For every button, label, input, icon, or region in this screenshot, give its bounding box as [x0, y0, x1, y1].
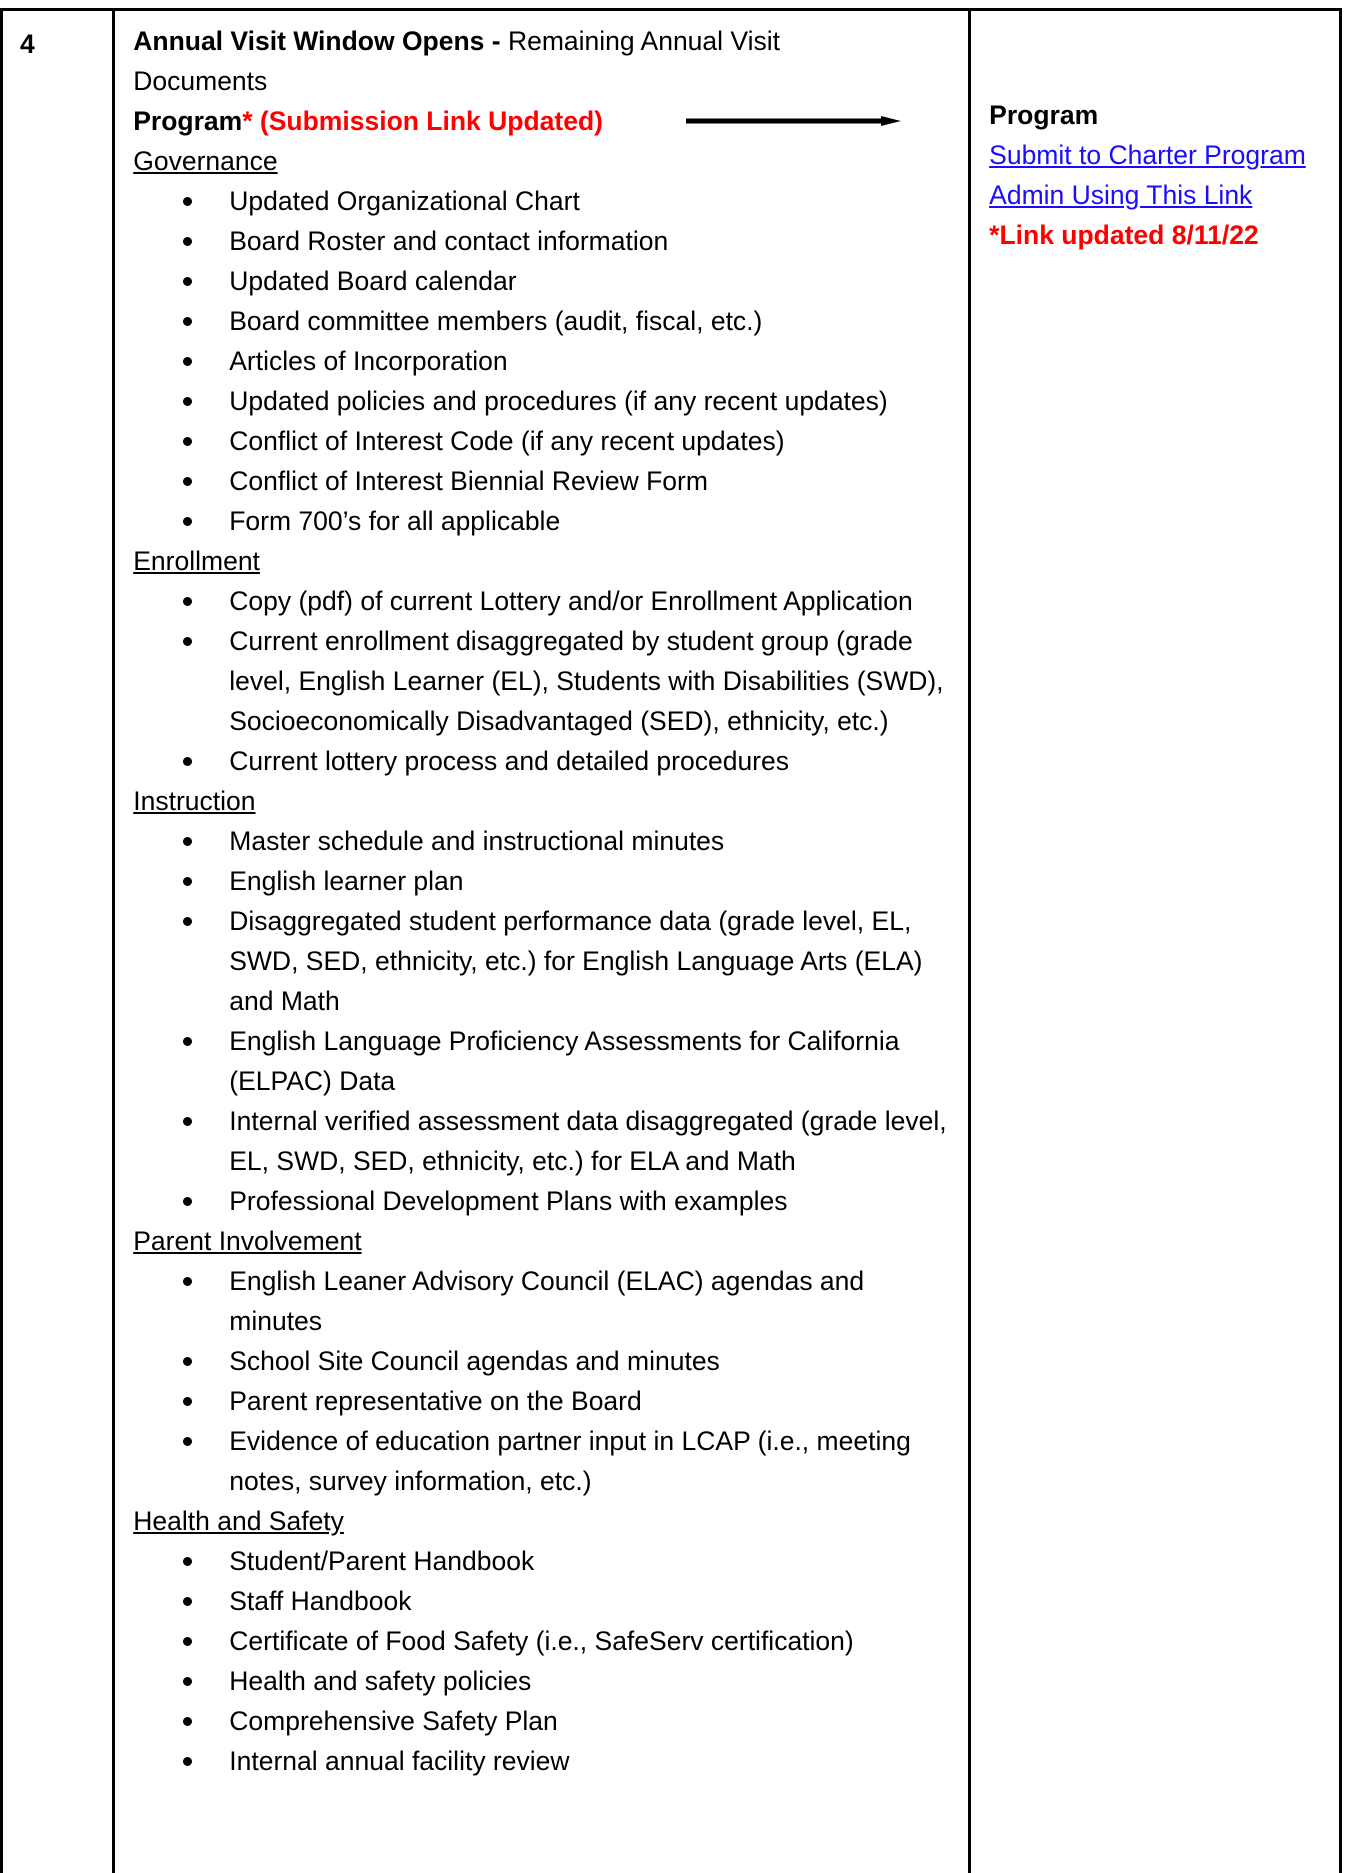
bullet-icon	[183, 637, 192, 646]
bullet-list	[133, 1541, 968, 1781]
bullet-icon	[183, 877, 192, 886]
list-item	[133, 381, 968, 421]
bullet-icon	[183, 1677, 192, 1686]
bullet-icon	[183, 1437, 192, 1446]
list-item	[133, 501, 968, 541]
list-item-text: Evidence of education partner input in LCAP (i.e., meeting notes, survey information, etc.)	[229, 1426, 911, 1496]
list-item-text: Current enrollment disaggregated by student group (grade level, English Learner (EL), Students with Disabilities (SWD), Socioeconomically Disadvantaged (SED), ethnicity, etc.)	[229, 626, 944, 736]
bullet-list	[133, 821, 968, 1221]
list-item-text: Health and safety policies	[229, 1666, 532, 1696]
list-item-text: Form 700’s for all applicable	[229, 506, 561, 536]
sections-container	[133, 141, 968, 1781]
list-item-text: School Site Council agendas and minutes	[229, 1346, 720, 1376]
program-asterisk: *	[242, 106, 253, 136]
bullet-list	[133, 181, 968, 541]
bullet-icon	[183, 477, 192, 486]
document-table	[0, 8, 1342, 1873]
bullet-icon	[183, 1357, 192, 1366]
list-item	[133, 1421, 968, 1501]
list-item	[133, 1181, 968, 1221]
list-item	[133, 341, 968, 381]
list-item	[133, 1701, 968, 1741]
list-item	[133, 1341, 968, 1381]
bullet-icon	[183, 277, 192, 286]
list-item	[133, 1581, 968, 1621]
list-item	[133, 621, 968, 741]
bullet-icon	[183, 1637, 192, 1646]
list-item-text: Parent representative on the Board	[229, 1386, 642, 1416]
list-item	[133, 221, 968, 261]
main-content-cell	[114, 10, 970, 1873]
bullet-icon	[183, 357, 192, 366]
list-item	[133, 1381, 968, 1421]
bullet-list	[133, 1261, 968, 1501]
list-item-text: Articles of Incorporation	[229, 346, 508, 376]
arrow-right-icon	[686, 116, 901, 126]
list-item-text: Copy (pdf) of current Lottery and/or Enrollment Application	[229, 586, 913, 616]
list-item-text: Updated policies and procedures (if any recent updates)	[229, 386, 888, 416]
submission-note: (Submission Link Updated)	[252, 106, 603, 136]
list-item	[133, 1021, 968, 1101]
bullet-icon	[183, 237, 192, 246]
list-item-text: Board Roster and contact information	[229, 226, 669, 256]
bullet-icon	[183, 597, 192, 606]
bullet-icon	[183, 1717, 192, 1726]
bullet-icon	[183, 437, 192, 446]
list-item	[133, 301, 968, 341]
list-item-text: Internal annual facility review	[229, 1746, 570, 1776]
bullet-icon	[183, 1037, 192, 1046]
list-item	[133, 1541, 968, 1581]
section-heading: Enrollment	[133, 546, 260, 576]
side-cell	[970, 10, 1341, 1873]
list-item	[133, 581, 968, 621]
bullet-icon	[183, 1197, 192, 1206]
list-item-text: Certificate of Food Safety (i.e., SafeServ certification)	[229, 1626, 854, 1656]
list-item	[133, 1261, 968, 1341]
link-updated-note: *Link updated 8/11/22	[989, 220, 1259, 250]
section-heading: Instruction	[133, 786, 256, 816]
bullet-icon	[183, 197, 192, 206]
row-number-cell	[2, 10, 114, 1873]
program-row	[133, 101, 968, 141]
list-item-text: English learner plan	[229, 866, 464, 896]
bullet-list	[133, 581, 968, 781]
bullet-icon	[183, 1117, 192, 1126]
bullet-icon	[183, 1557, 192, 1566]
list-item-text: Current lottery process and detailed procedures	[229, 746, 789, 776]
side-program-heading: Program	[989, 100, 1099, 130]
list-item-text: Conflict of Interest Code (if any recent updates)	[229, 426, 785, 456]
list-item	[133, 901, 968, 1021]
bullet-icon	[183, 837, 192, 846]
list-item	[133, 181, 968, 221]
row-number: 4	[20, 29, 35, 59]
list-item-text: English Language Proficiency Assessments for California (ELPAC) Data	[229, 1026, 900, 1096]
list-item	[133, 1101, 968, 1181]
list-item	[133, 421, 968, 461]
list-item	[133, 1621, 968, 1661]
bullet-icon	[183, 1757, 192, 1766]
section-title	[133, 21, 853, 101]
list-item	[133, 461, 968, 501]
list-item	[133, 821, 968, 861]
bullet-icon	[183, 1277, 192, 1286]
list-item	[133, 261, 968, 301]
bullet-icon	[183, 757, 192, 766]
list-item-text: Internal verified assessment data disaggregated (grade level, EL, SWD, SED, ethnicity, etc.) for ELA and Math	[229, 1106, 947, 1176]
list-item-text: Disaggregated student performance data (grade level, EL, SWD, SED, ethnicity, etc.) for English Language Arts (ELA) and Math	[229, 906, 923, 1016]
list-item-text: Student/Parent Handbook	[229, 1546, 535, 1576]
list-item	[133, 741, 968, 781]
section-heading: Governance	[133, 146, 278, 176]
list-item	[133, 1741, 968, 1781]
title-bold: Annual Visit Window Opens -	[133, 26, 501, 56]
list-item-text: Master schedule and instructional minutes	[229, 826, 725, 856]
list-item-text: Comprehensive Safety Plan	[229, 1706, 558, 1736]
section-heading: Health and Safety	[133, 1506, 344, 1536]
list-item-text: Staff Handbook	[229, 1586, 412, 1616]
list-item-text: Updated Organizational Chart	[229, 186, 580, 216]
list-item	[133, 1661, 968, 1701]
bullet-icon	[183, 397, 192, 406]
list-item	[133, 861, 968, 901]
list-item-text: Board committee members (audit, fiscal, etc.)	[229, 306, 763, 336]
bullet-icon	[183, 917, 192, 926]
list-item-text: Updated Board calendar	[229, 266, 517, 296]
table-row	[2, 10, 1341, 1873]
bullet-icon	[183, 1397, 192, 1406]
list-item-text: Professional Development Plans with examples	[229, 1186, 788, 1216]
list-item-text: Conflict of Interest Biennial Review Form	[229, 466, 708, 496]
list-item-text: English Leaner Advisory Council (ELAC) agendas and minutes	[229, 1266, 865, 1336]
section-heading: Parent Involvement	[133, 1226, 362, 1256]
bullet-icon	[183, 517, 192, 526]
title-rest: Remaining Annual Visit Documents	[133, 26, 780, 96]
program-label: Program	[133, 106, 243, 136]
bullet-icon	[183, 1597, 192, 1606]
submission-link[interactable]: Submit to Charter Program Admin Using This Link	[989, 140, 1306, 210]
bullet-icon	[183, 317, 192, 326]
